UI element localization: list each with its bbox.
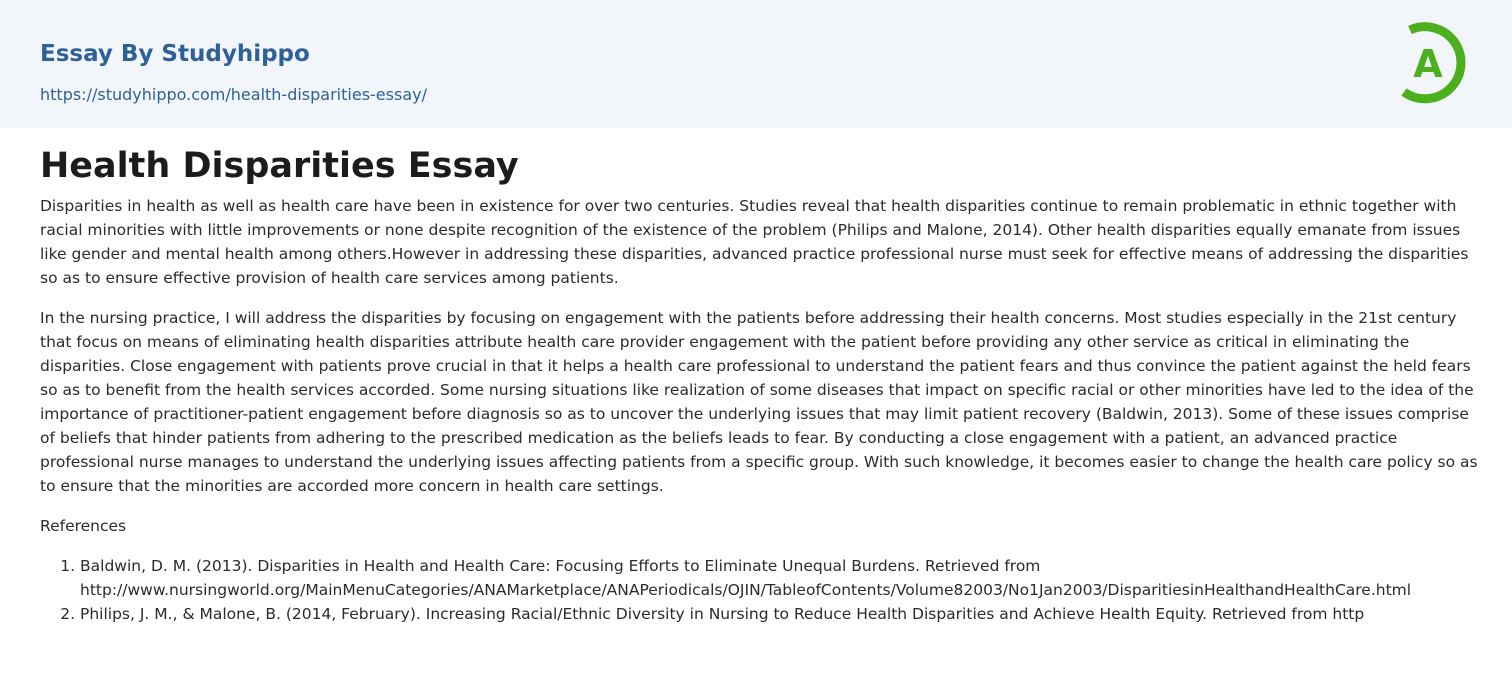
essay-body	[40, 194, 1480, 626]
essay-paragraph-1: Disparities in health as well as health care have been in existence for over two centuries. Studies reveal that health disparities continue to remain problematic in ethnic together with racial minorities with little improvements or none despite recognition of the existence of the problem (Philips and Malone, 2014). Other health disparities equally emanate from issues like gender and mental health among others.However in addressing these disparities, advanced practice professional nurse must seek for effective means of addressing the disparities so as to ensure effective provision of health care services among patients.	[40, 197, 1469, 287]
site-header	[0, 0, 1512, 128]
logo-letter: A	[1413, 42, 1443, 86]
reference-url[interactable]: http://www.nursingworld.org/MainMenuCategories/ANAMarketplace/ANAPeriodicals/OJIN/TableofContents/Volume82003/No1Jan2003/DisparitiesinHealthandHealthCare.html	[80, 581, 1412, 599]
page-title: Health Disparities Essay	[40, 146, 519, 186]
studyhippo-logo-icon[interactable]	[1396, 16, 1476, 108]
essay-paragraph-2: In the nursing practice, I will address the disparities by focusing on engagement with the patients before addressing their health concerns. Most studies especially in the 21st century that focus on means of eliminating health disparities attribute health care provider engagement with the patient before providing any other service as critical in eliminating the disparities. Close engagement with patients prove crucial in that it helps a health care professional to understand the patient fears and thus convince the patient against the held fears so as to benefit from the health services accorded. Some nursing situations like realization of some diseases that impact on specific racial or other minorities have led to the idea of the importance of practitioner-patient engagement before diagnosis so as to uncover the underlying issues that may limit patient recovery (Baldwin, 2013). Some of these issues comprise of beliefs that hinder patients from adhering to the prescribed medication as the beliefs leads to fear. By conducting a close engagement with a patient, an advanced practice professional nurse manages to understand the underlying issues affecting patients from a specific group. With such knowledge, it becomes easier to change the health care policy so as to ensure that the minorities are accorded more concern in health care settings.	[40, 309, 1478, 495]
site-brand[interactable]: Essay By Studyhippo	[40, 41, 310, 67]
references-heading: References	[40, 517, 127, 535]
references-list	[40, 554, 1480, 626]
essay-url-link[interactable]: https://studyhippo.com/health-disparities-essay/	[40, 85, 427, 104]
reference-text: Baldwin, D. M. (2013). Disparities in Health and Health Care: Focusing Efforts to Eliminate Unequal Burdens. Retrieved from	[80, 557, 1041, 575]
reference-item	[80, 554, 1480, 602]
reference-item	[80, 602, 1480, 626]
reference-text: Philips, J. M., & Malone, B. (2014, February). Increasing Racial/Ethnic Diversity in Nursing to Reduce Health Disparities and Achieve Health Equity. Retrieved from http	[80, 605, 1365, 623]
